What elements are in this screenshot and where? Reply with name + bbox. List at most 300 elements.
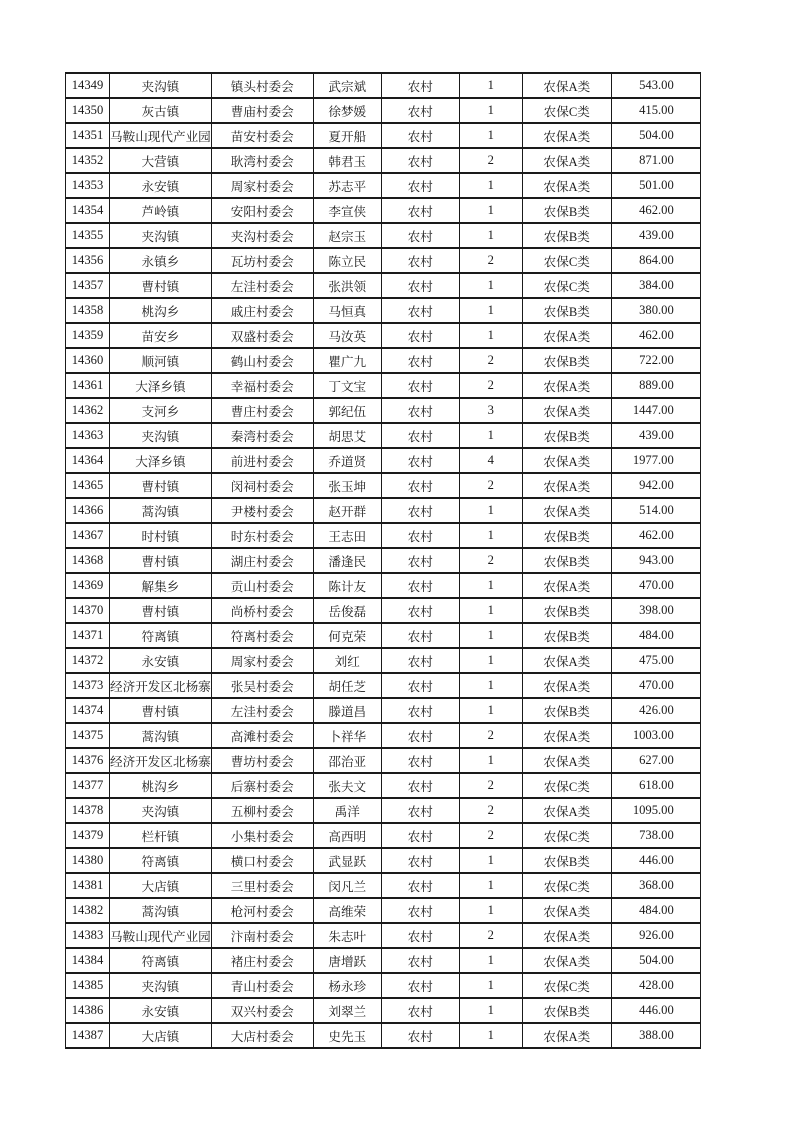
cell-insurance-category xyxy=(522,498,611,523)
cell-text: 支河乡 xyxy=(141,405,180,419)
cell-text: 后寨村委会 xyxy=(230,780,294,794)
table-row xyxy=(66,823,701,848)
cell-text: 曹村镇 xyxy=(141,480,180,494)
table-row xyxy=(66,898,701,923)
cell-insurance-category xyxy=(522,273,611,298)
cell-text: 14384 xyxy=(71,953,104,967)
cell-person-name xyxy=(313,398,381,423)
cell-insurance-category xyxy=(522,448,611,473)
cell-amount xyxy=(611,698,700,723)
cell-residence-type xyxy=(381,398,459,423)
cell-text: 1 xyxy=(487,628,494,642)
cell-amount xyxy=(611,523,700,548)
cell-text: 农保A类 xyxy=(543,905,591,919)
cell-record-id xyxy=(66,798,110,823)
cell-text: 戚庄村委会 xyxy=(230,305,294,319)
cell-text: 刘红 xyxy=(334,655,360,669)
cell-insurance-category xyxy=(522,873,611,898)
cell-person-name xyxy=(313,123,381,148)
cell-text: 439.00 xyxy=(639,228,674,242)
cell-village-committee xyxy=(211,298,313,323)
cell-residence-type xyxy=(381,73,459,98)
cell-text: 曹庄村委会 xyxy=(230,405,294,419)
cell-person-name xyxy=(313,748,381,773)
cell-text: 14364 xyxy=(71,453,104,467)
cell-text: 1 xyxy=(487,903,494,917)
cell-text: 380.00 xyxy=(639,303,674,317)
table-row xyxy=(66,198,701,223)
cell-residence-type xyxy=(381,923,459,948)
cell-text: 禹洋 xyxy=(334,805,360,819)
cell-town xyxy=(110,623,212,648)
cell-town xyxy=(110,248,212,273)
cell-text: 大店镇 xyxy=(141,1030,180,1044)
cell-text: 刘翠兰 xyxy=(328,1005,367,1019)
cell-text: 943.00 xyxy=(639,553,674,567)
cell-person-count xyxy=(459,648,522,673)
cell-insurance-category xyxy=(522,673,611,698)
cell-amount xyxy=(611,573,700,598)
cell-text: 大店镇 xyxy=(141,880,180,894)
cell-person-count xyxy=(459,873,522,898)
cell-person-count xyxy=(459,698,522,723)
cell-person-count xyxy=(459,398,522,423)
cell-text: 农村 xyxy=(407,530,433,544)
cell-text: 1 xyxy=(487,653,494,667)
cell-text: 14363 xyxy=(71,428,104,442)
cell-text: 邵治亚 xyxy=(328,755,367,769)
cell-residence-type xyxy=(381,273,459,298)
cell-text: 4 xyxy=(487,453,494,467)
cell-text: 汴南村委会 xyxy=(230,930,294,944)
cell-insurance-category xyxy=(522,548,611,573)
cell-record-id xyxy=(66,748,110,773)
cell-text: 14382 xyxy=(71,903,104,917)
cell-text: 384.00 xyxy=(639,278,674,292)
cell-insurance-category xyxy=(522,473,611,498)
cell-amount xyxy=(611,298,700,323)
cell-text: 446.00 xyxy=(639,1003,674,1017)
cell-person-count xyxy=(459,973,522,998)
cell-text: 农村 xyxy=(407,455,433,469)
cell-record-id xyxy=(66,423,110,448)
cell-text: 农村 xyxy=(407,355,433,369)
cell-town xyxy=(110,548,212,573)
cell-residence-type xyxy=(381,498,459,523)
cell-village-committee xyxy=(211,898,313,923)
cell-text: 马恒真 xyxy=(328,305,367,319)
cell-town xyxy=(110,398,212,423)
cell-text: 926.00 xyxy=(639,928,674,942)
cell-village-committee xyxy=(211,173,313,198)
cell-text: 赵宗玉 xyxy=(328,230,367,244)
cell-person-count xyxy=(459,323,522,348)
cell-person-name xyxy=(313,623,381,648)
cell-text: 乔道贤 xyxy=(328,455,367,469)
cell-town xyxy=(110,973,212,998)
cell-amount xyxy=(611,423,700,448)
cell-amount xyxy=(611,823,700,848)
cell-amount xyxy=(611,648,700,673)
cell-text: 夹沟村委会 xyxy=(230,230,294,244)
cell-text: 446.00 xyxy=(639,853,674,867)
cell-text: 农村 xyxy=(407,255,433,269)
cell-record-id xyxy=(66,348,110,373)
cell-person-count xyxy=(459,173,522,198)
cell-town xyxy=(110,823,212,848)
cell-village-committee xyxy=(211,373,313,398)
cell-residence-type xyxy=(381,948,459,973)
cell-town xyxy=(110,798,212,823)
cell-person-name xyxy=(313,148,381,173)
cell-insurance-category xyxy=(522,973,611,998)
cell-village-committee xyxy=(211,1023,313,1048)
cell-town xyxy=(110,348,212,373)
cell-text: 2 xyxy=(487,353,494,367)
cell-text: 1 xyxy=(487,278,494,292)
cell-person-name xyxy=(313,698,381,723)
cell-village-committee xyxy=(211,923,313,948)
cell-text: 符离镇 xyxy=(141,855,180,869)
cell-text: 农保B类 xyxy=(543,555,590,569)
cell-record-id xyxy=(66,673,110,698)
cell-person-count xyxy=(459,273,522,298)
cell-insurance-category xyxy=(522,1023,611,1048)
cell-text: 农村 xyxy=(407,405,433,419)
cell-text: 农保A类 xyxy=(543,505,591,519)
cell-text: 1 xyxy=(487,703,494,717)
cell-village-committee xyxy=(211,398,313,423)
cell-text: 岳俊磊 xyxy=(328,605,367,619)
cell-text: 张吴村委会 xyxy=(230,680,294,694)
cell-text: 小集村委会 xyxy=(230,830,294,844)
cell-town xyxy=(110,598,212,623)
cell-text: 农村 xyxy=(407,655,433,669)
cell-town xyxy=(110,998,212,1023)
cell-text: 农村 xyxy=(407,905,433,919)
cell-text: 1977.00 xyxy=(632,453,674,467)
cell-text: 农村 xyxy=(407,930,433,944)
cell-insurance-category xyxy=(522,373,611,398)
cell-village-committee xyxy=(211,423,313,448)
cell-town xyxy=(110,723,212,748)
cell-text: 1 xyxy=(487,503,494,517)
table-row xyxy=(66,498,701,523)
cell-text: 14357 xyxy=(71,278,104,292)
cell-text: 芦岭镇 xyxy=(141,205,180,219)
cell-person-count xyxy=(459,823,522,848)
cell-amount xyxy=(611,373,700,398)
cell-text: 农保A类 xyxy=(543,180,591,194)
cell-town xyxy=(110,73,212,98)
cell-village-committee xyxy=(211,223,313,248)
cell-text: 1 xyxy=(487,753,494,767)
cell-text: 368.00 xyxy=(639,878,674,892)
cell-text: 解集乡 xyxy=(141,580,180,594)
cell-residence-type xyxy=(381,723,459,748)
cell-record-id xyxy=(66,648,110,673)
cell-text: 农村 xyxy=(407,755,433,769)
cell-person-count xyxy=(459,1023,522,1048)
cell-text: 1 xyxy=(487,953,494,967)
cell-text: 484.00 xyxy=(639,628,674,642)
cell-text: 722.00 xyxy=(639,353,674,367)
cell-village-committee xyxy=(211,348,313,373)
cell-text: 马鞍山现代产业园 xyxy=(110,130,211,144)
cell-amount xyxy=(611,448,700,473)
cell-person-count xyxy=(459,773,522,798)
cell-text: 农村 xyxy=(407,1030,433,1044)
cell-person-name xyxy=(313,723,381,748)
cell-text: 14383 xyxy=(71,928,104,942)
cell-record-id xyxy=(66,898,110,923)
cell-text: 农保A类 xyxy=(543,1030,591,1044)
cell-text: 张夫文 xyxy=(328,780,367,794)
cell-town xyxy=(110,748,212,773)
cell-person-name xyxy=(313,273,381,298)
cell-text: 871.00 xyxy=(639,153,674,167)
cell-text: 苗安乡 xyxy=(141,330,180,344)
cell-text: 14377 xyxy=(71,778,104,792)
cell-text: 1 xyxy=(487,853,494,867)
cell-text: 闵祠村委会 xyxy=(230,480,294,494)
cell-text: 符离镇 xyxy=(141,630,180,644)
table-row xyxy=(66,598,701,623)
cell-text: 农村 xyxy=(407,80,433,94)
cell-text: 农保A类 xyxy=(543,405,591,419)
cell-text: 湖庄村委会 xyxy=(230,555,294,569)
cell-text: 顺河镇 xyxy=(141,355,180,369)
cell-village-committee xyxy=(211,798,313,823)
cell-text: 2 xyxy=(487,253,494,267)
cell-text: 农保A类 xyxy=(543,755,591,769)
cell-text: 14354 xyxy=(71,203,104,217)
cell-record-id xyxy=(66,1023,110,1048)
cell-person-name xyxy=(313,823,381,848)
cell-amount xyxy=(611,748,700,773)
cell-text: 14369 xyxy=(71,578,104,592)
cell-record-id xyxy=(66,323,110,348)
cell-amount xyxy=(611,173,700,198)
cell-text: 郭纪伍 xyxy=(328,405,367,419)
table-row xyxy=(66,398,701,423)
cell-text: 864.00 xyxy=(639,253,674,267)
cell-text: 符离村委会 xyxy=(230,630,294,644)
cell-text: 枪河村委会 xyxy=(230,905,294,919)
cell-town xyxy=(110,273,212,298)
table-row xyxy=(66,423,701,448)
cell-text: 农村 xyxy=(407,130,433,144)
cell-residence-type xyxy=(381,998,459,1023)
cell-amount xyxy=(611,398,700,423)
cell-person-name xyxy=(313,798,381,823)
cell-village-committee xyxy=(211,473,313,498)
cell-record-id xyxy=(66,998,110,1023)
cell-text: 农保B类 xyxy=(543,705,590,719)
cell-insurance-category xyxy=(522,648,611,673)
table-row xyxy=(66,123,701,148)
cell-text: 农保C类 xyxy=(543,780,590,794)
cell-text: 426.00 xyxy=(639,703,674,717)
cell-village-committee xyxy=(211,598,313,623)
cell-text: 曹村镇 xyxy=(141,280,180,294)
cell-person-name xyxy=(313,648,381,673)
cell-text: 朱志叶 xyxy=(328,930,367,944)
cell-text: 农村 xyxy=(407,880,433,894)
cell-residence-type xyxy=(381,873,459,898)
cell-text: 张洪领 xyxy=(328,280,367,294)
cell-insurance-category xyxy=(522,123,611,148)
cell-town xyxy=(110,673,212,698)
cell-text: 大泽乡镇 xyxy=(135,455,186,469)
cell-text: 农保C类 xyxy=(543,880,590,894)
table-row xyxy=(66,998,701,1023)
cell-amount xyxy=(611,548,700,573)
cell-town xyxy=(110,123,212,148)
cell-village-committee xyxy=(211,723,313,748)
cell-village-committee xyxy=(211,123,313,148)
cell-person-name xyxy=(313,348,381,373)
cell-text: 农保B类 xyxy=(543,530,590,544)
cell-amount xyxy=(611,798,700,823)
cell-insurance-category xyxy=(522,248,611,273)
cell-text: 1 xyxy=(487,78,494,92)
cell-text: 农保A类 xyxy=(543,455,591,469)
cell-village-committee xyxy=(211,148,313,173)
cell-text: 农保A类 xyxy=(543,330,591,344)
cell-town xyxy=(110,148,212,173)
table-row xyxy=(66,798,701,823)
cell-village-committee xyxy=(211,198,313,223)
cell-text: 农保A类 xyxy=(543,930,591,944)
cell-text: 经济开发区北杨寨 xyxy=(110,680,211,694)
cell-text: 农保A类 xyxy=(543,680,591,694)
cell-text: 桃沟乡 xyxy=(141,780,180,794)
cell-insurance-category xyxy=(522,523,611,548)
table-row xyxy=(66,698,701,723)
cell-village-committee xyxy=(211,523,313,548)
cell-text: 农村 xyxy=(407,430,433,444)
cell-text: 3 xyxy=(487,403,494,417)
cell-insurance-category xyxy=(522,198,611,223)
cell-person-count xyxy=(459,673,522,698)
cell-residence-type xyxy=(381,798,459,823)
cell-text: 卜祥华 xyxy=(328,730,367,744)
cell-record-id xyxy=(66,248,110,273)
cell-text: 尹楼村委会 xyxy=(230,505,294,519)
cell-record-id xyxy=(66,373,110,398)
cell-record-id xyxy=(66,923,110,948)
table-row xyxy=(66,348,701,373)
cell-text: 农村 xyxy=(407,155,433,169)
cell-text: 幸福村委会 xyxy=(230,380,294,394)
cell-text: 14386 xyxy=(71,1003,104,1017)
cell-amount xyxy=(611,98,700,123)
cell-record-id xyxy=(66,848,110,873)
cell-amount xyxy=(611,223,700,248)
cell-text: 丁文宝 xyxy=(328,380,367,394)
cell-text: 农村 xyxy=(407,955,433,969)
cell-residence-type xyxy=(381,173,459,198)
cell-text: 农村 xyxy=(407,555,433,569)
cell-town xyxy=(110,298,212,323)
table-row xyxy=(66,948,701,973)
cell-text: 388.00 xyxy=(639,1028,674,1042)
cell-text: 经济开发区北杨寨 xyxy=(110,755,211,769)
cell-person-count xyxy=(459,623,522,648)
cell-text: 14366 xyxy=(71,503,104,517)
table-row xyxy=(66,648,701,673)
cell-text: 农保B类 xyxy=(543,630,590,644)
cell-text: 14358 xyxy=(71,303,104,317)
table-row xyxy=(66,273,701,298)
cell-record-id xyxy=(66,148,110,173)
cell-text: 农保B类 xyxy=(543,1005,590,1019)
cell-village-committee xyxy=(211,548,313,573)
cell-text: 灰古镇 xyxy=(141,105,180,119)
cell-amount xyxy=(611,998,700,1023)
cell-record-id xyxy=(66,473,110,498)
cell-town xyxy=(110,423,212,448)
cell-village-committee xyxy=(211,98,313,123)
cell-village-committee xyxy=(211,823,313,848)
cell-insurance-category xyxy=(522,148,611,173)
cell-insurance-category xyxy=(522,923,611,948)
cell-text: 1447.00 xyxy=(632,403,674,417)
cell-text: 14372 xyxy=(71,653,104,667)
cell-village-committee xyxy=(211,323,313,348)
cell-text: 农保B类 xyxy=(543,855,590,869)
cell-residence-type xyxy=(381,748,459,773)
cell-text: 农保A类 xyxy=(543,130,591,144)
cell-record-id xyxy=(66,398,110,423)
cell-text: 五柳村委会 xyxy=(230,805,294,819)
table-row xyxy=(66,973,701,998)
cell-person-count xyxy=(459,123,522,148)
cell-village-committee xyxy=(211,623,313,648)
cell-person-count xyxy=(459,498,522,523)
cell-town xyxy=(110,98,212,123)
cell-text: 2 xyxy=(487,928,494,942)
cell-text: 14370 xyxy=(71,603,104,617)
cell-text: 武显跃 xyxy=(328,855,367,869)
cell-village-committee xyxy=(211,998,313,1023)
cell-text: 安阳村委会 xyxy=(230,205,294,219)
cell-text: 闵凡兰 xyxy=(328,880,367,894)
cell-text: 唐增跃 xyxy=(328,955,367,969)
cell-text: 韩君玉 xyxy=(328,155,367,169)
cell-text: 马汝英 xyxy=(328,330,367,344)
cell-person-count xyxy=(459,198,522,223)
cell-amount xyxy=(611,348,700,373)
table-row xyxy=(66,373,701,398)
cell-text: 农保A类 xyxy=(543,655,591,669)
cell-person-count xyxy=(459,448,522,473)
cell-village-committee xyxy=(211,948,313,973)
cell-town xyxy=(110,873,212,898)
cell-person-count xyxy=(459,998,522,1023)
cell-residence-type xyxy=(381,223,459,248)
cell-text: 14349 xyxy=(71,78,104,92)
cell-insurance-category xyxy=(522,998,611,1023)
cell-record-id xyxy=(66,73,110,98)
cell-text: 农村 xyxy=(407,605,433,619)
cell-text: 时东村委会 xyxy=(230,530,294,544)
cell-insurance-category xyxy=(522,348,611,373)
cell-residence-type xyxy=(381,1023,459,1048)
cell-text: 农村 xyxy=(407,630,433,644)
cell-text: 2 xyxy=(487,153,494,167)
